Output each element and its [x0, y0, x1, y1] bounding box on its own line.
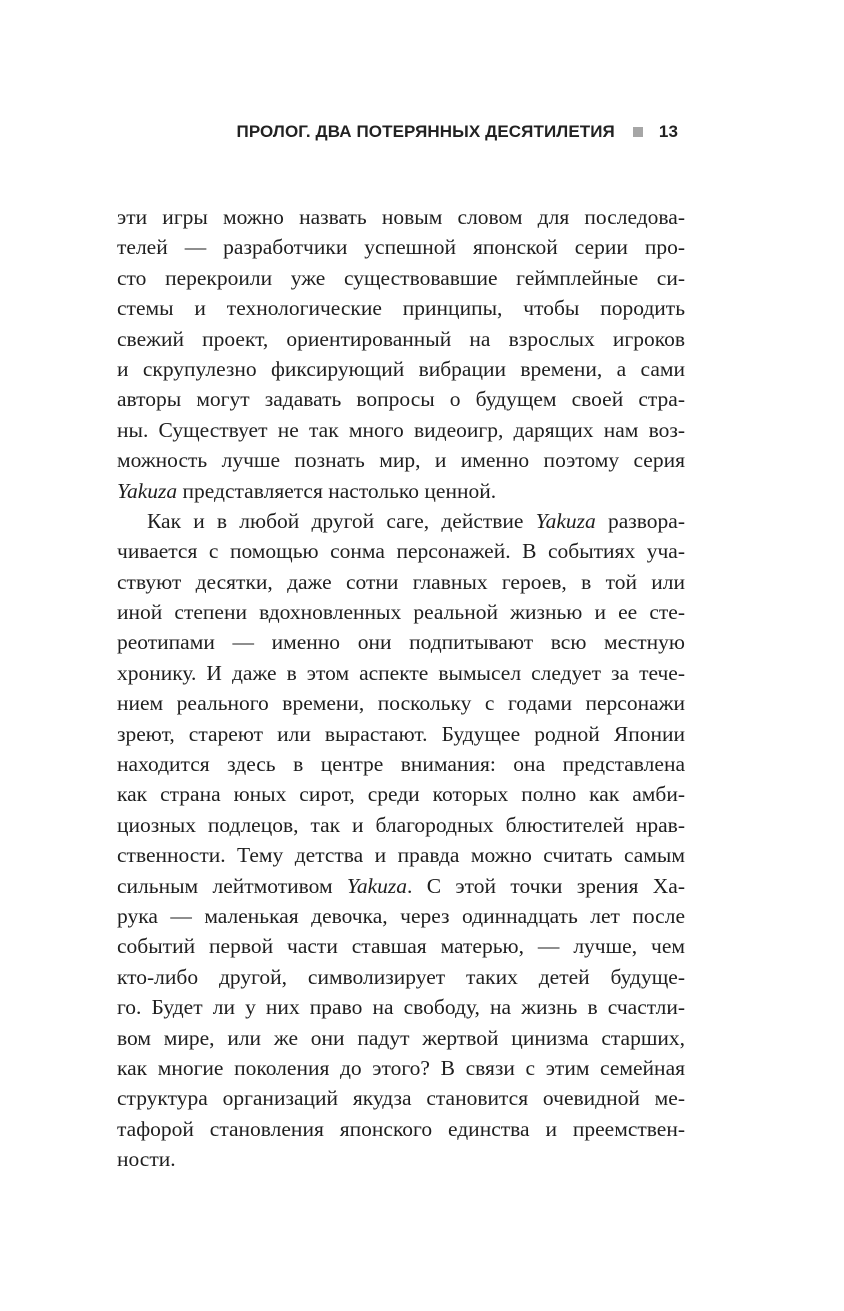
text-run: представляется настолько ценной. — [177, 478, 497, 503]
italic-title: Yakuza — [535, 508, 596, 533]
text-line — [117, 871, 685, 901]
text-line: телей — разработчики успешной японской серии про- — [117, 235, 685, 260]
text-line: ности. — [117, 1147, 176, 1172]
text-line: зреют, стареют или вырастают. Будущее родной Японии — [117, 721, 685, 746]
text-line: как страна юных сирот, среди которых полно как амби- — [117, 782, 685, 807]
text-line: сто перекроили уже существовавшие геймплейные си- — [117, 265, 685, 290]
text-line — [117, 506, 685, 536]
text-line: и скрупулезно фиксирующий вибрации времени, а сами — [117, 356, 685, 381]
text-run: Как и в любой другой саге, действие — [147, 508, 536, 533]
text-line: находится здесь в центре внимания: она представлена — [117, 752, 685, 777]
text-line: стемы и технологические принципы, чтобы породить — [117, 296, 685, 321]
text-line: событий первой части ставшая матерью, — лучше, чем — [117, 934, 685, 959]
text-line: ны. Существует не так много видеоигр, дарящих нам воз- — [117, 417, 685, 442]
paragraph-2 — [117, 506, 685, 1175]
running-header — [237, 121, 679, 143]
body-text — [117, 202, 685, 1175]
text-line — [117, 476, 685, 506]
page-number: 13 — [658, 122, 678, 141]
text-line: эти игры можно назвать новым словом для последова- — [117, 205, 685, 229]
text-line: чивается с помощью сонма персонажей. В событиях уча- — [117, 539, 685, 564]
text-line: кто-либо другой, символизирует таких детей будуще- — [117, 964, 685, 989]
text-line: структура организаций якудза становится очевидной ме- — [117, 1086, 685, 1111]
text-line: ственности. Тему детства и правда можно считать самым — [117, 843, 685, 868]
text-run: . С этой точки зрения Ха- — [407, 873, 685, 898]
text-line: авторы могут задавать вопросы о будущем своей стра- — [117, 387, 685, 412]
text-line: хронику. И даже в этом аспекте вымысел следует за тече- — [117, 660, 685, 685]
text-line: рука — маленькая девочка, через одиннадцать лет после — [117, 903, 685, 928]
text-line: нием реального времени, поскольку с годами персонажи — [117, 691, 685, 716]
italic-title: Yakuza — [117, 478, 178, 503]
text-run: сильным лейтмотивом — [117, 873, 347, 898]
text-run: развора- — [595, 508, 685, 533]
text-line: иной степени вдохновленных реальной жизнью и ее сте- — [117, 600, 685, 625]
text-line: вом мире, или же они падут жертвой цинизма старших, — [117, 1025, 685, 1050]
text-line: циозных подлецов, так и благородных блюстителей нрав- — [117, 812, 685, 837]
text-line: тафорой становления японского единства и преемствен- — [117, 1116, 685, 1141]
chapter-title: ПРОЛОГ. ДВА ПОТЕРЯННЫХ ДЕСЯТИЛЕТИЯ — [236, 122, 615, 141]
separator-square-icon — [633, 127, 643, 137]
text-line: ствуют десятки, даже сотни главных героев, в той или — [117, 569, 685, 594]
italic-title: Yakuza — [346, 873, 408, 898]
text-line: как многие поколения до этого? В связи с этим семейная — [117, 1055, 685, 1080]
text-line: го. Будет ли у них право на свободу, на жизнь в счастли- — [117, 995, 685, 1020]
text-line: свежий проект, ориентированный на взрослых игроков — [117, 326, 685, 351]
text-line: можность лучше познать мир, и именно поэтому серия — [117, 448, 685, 473]
paragraph-1 — [117, 202, 685, 506]
text-line: реотипами — именно они подпитывают всю местную — [117, 630, 685, 655]
